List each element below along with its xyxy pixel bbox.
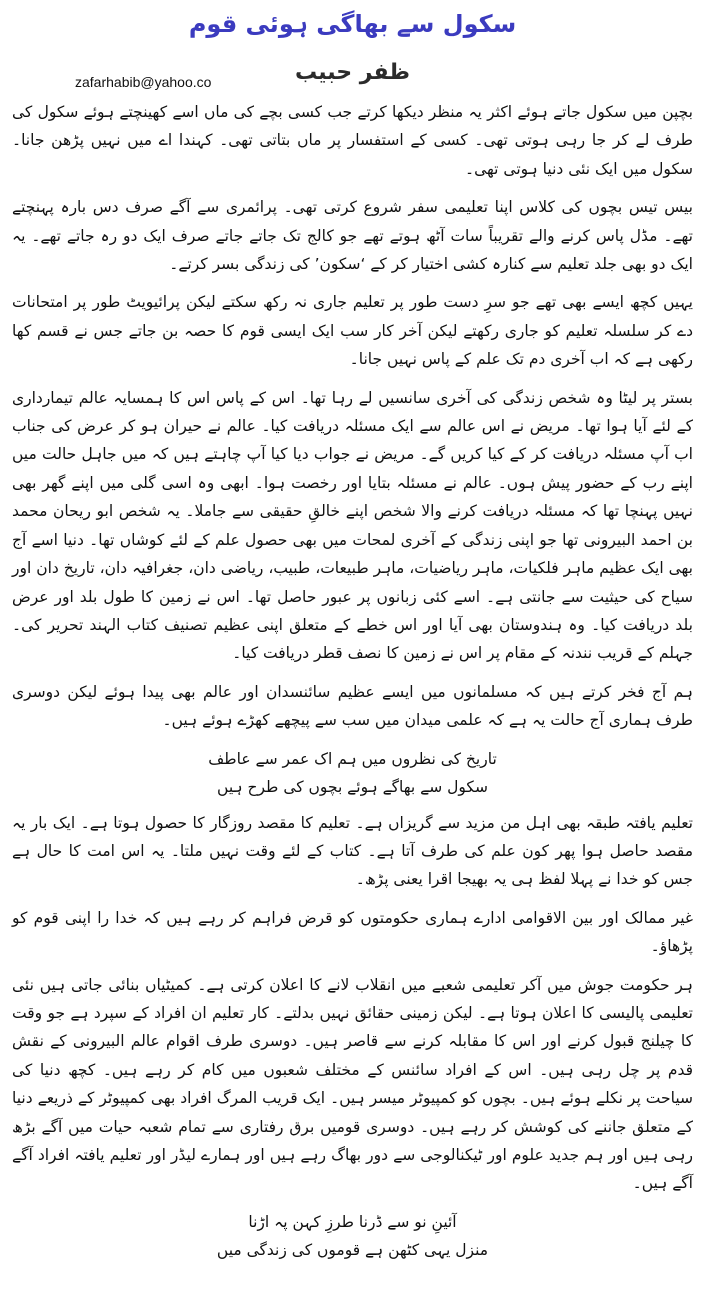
paragraph-7: غیر ممالک اور بین الاقوامی ادارے ہماری حکومتوں کو قرض فراہم کر رہے ہیں کہ خدا را اپنی قوم کو پڑھاؤ۔ [12,908,693,956]
poem-couplet-2 [12,1208,693,1264]
paragraph-1: بچپن میں سکول جاتے ہوئے اکثر یہ منظر دیکھا کرتے جب کسی بچے کی ماں اسے کھینچتے ہوئے سکول کی طرف لے کر جا رہی ہوتی تھی۔ کسی کے استفسار پر ماں بتاتی تھی۔ کہندا اے میں نہیں پڑھن جانا۔ سکول میں ایک نئی دنیا ہوتی تھی۔ [12,103,693,178]
paragraph-5: ہم آج فخر کرتے ہیں کہ مسلمانوں میں ایسے عظیم سائنسدان اور عالم بھی پیدا ہوئے لیکن دوسری طرف ہماری آج حالت یہ ہے کہ علمی میدان میں سب سے پیچھے کھڑے ہوئے ہیں۔ [12,682,693,730]
paragraph-8: ہر حکومت جوش میں آکر تعلیمی شعبے میں انقلاب لانے کا اعلان کرتی ہے۔ کمیٹیاں بنائی جاتی ہیں نئی تعلیمی پالیسی کا اعلان ہوتا ہے۔ لیکن زمینی حقائق نہیں بدلتے۔ کار تعلیم ان افراد کے سپرد ہے جو وقت کا چیلنج قبول کرنے اور اس کا مقابلہ کرنے سے قاصر ہیں۔ دوسری طرف اقوام عالم البیرونی کے نقش قدم پر چل رہی ہیں۔ اس کے افراد سائنس کے مختلف شعبوں میں کام کر رہے ہیں۔ کچھ دنیا کی سیاحت پر نکلے ہوئے ہیں۔ بچوں کو کمپیوٹر میسر ہیں۔ ایک قریب المرگ افراد بھی کمپیوٹر کے ذریعے دنیا کے متعلق جاننے کی کوشش کر رہے ہیں۔ دوسری قومیں برق رفتاری سے تمام شعبہ حیات میں آگے بڑھ رہی ہیں اور ہم جدید علوم اور ٹیکنالوجی سے دور بھاگ رہے ہیں اور ہمارے لیڈر اور تعلیم یافتہ افراد آگے آگے ہیں۔ [12,975,693,1193]
paragraph-2: بیس تیس بچوں کی کلاس اپنا تعلیمی سفر شروع کرتی تھی۔ پرائمری سے آگے صرف دس بارہ پہنچتے تھے۔ مڈل پاس کرنے والے تقریباً سات آٹھ ہوتے تھے جو کالج تک جاتے جاتے صرف ایک دو رہ جاتے تھے۔ یہ ایک دو بھی جلد تعلیم سے کنارہ کشی اختیار کر کے ‘سکون’ کی زندگی بسر کرتے۔ [12,198,693,274]
poem-line: آئینِ نو سے ڈرنا طرزِ کہن پہ اڑنا [248,1212,457,1231]
poem-line: منزل یہی کٹھن ہے قوموں کی زندگی میں [216,1240,489,1259]
paragraph-3: یہیں کچھ ایسے بھی تھے جو سرِ دست طور پر تعلیم جاری نہ رکھ سکتے لیکن پرائیویٹ طور پر امتحانات دے کر سلسلہ تعلیم کو جاری رکھتے لیکن آخر کار سب ایک ایسی قوم کا حصہ بن جاتے جس نے قسم کھا رکھی ہے کہ اب آخری دم تک علم کے پاس نہیں جانا۔ [12,293,693,369]
poem-line: سکول سے بھاگے ہوئے بچوں کی طرح ہیں [217,777,488,796]
poem-line: تاریخ کی نظروں میں ہم اک عمر سے عاطف [208,749,497,768]
poem-couplet-1 [12,745,693,801]
article-body [12,98,693,1272]
paragraph-4: بستر پر لیٹا وہ شخص زندگی کی آخری سانسیں لے رہا تھا۔ اس کے پاس اس کا ہمسایہ عالم تیمارداری کے لئے آیا ہوا تھا۔ مریض نے اس عالم سے ایک مسئلہ دریافت کیا۔ عالم نے حیران ہو کر عرض کی جناب اب آپ مسئلہ دریافت کر کے کیا کریں گے۔ مریض نے جواب دیا کیا آپ چاہتے ہیں کہ میں جاہل حالت میں اپنے رب کے حضور پیش ہوں۔ عالم نے مسئلہ بتایا اور رخصت ہوا۔ ابھی وہ اسی گلی میں اپنے گھر بھی نہیں پہنچا تھا کہ مسئلہ دریافت کرنے والا شخص اپنے خالقِ حقیقی سے جاملا۔ یہ شخص ابو ریحان محمد بن احمد البیرونی تھا جو اپنی زندگی کے آخری لمحات میں بھی حصول علم کے لئے کوشاں تھا۔ دنیا اسے آج بھی ایک عظیم ماہر فلکیات، ماہر ریاضیات، ماہر طبیعات، طبیب، ریاضی دان، جغرافیہ دان، تاریخ دان اور سیاح کی حیثیت سے جانتی ہے۔ اسے کئی زبانوں پر عبور حاصل تھا۔ اس نے زمین کا طول بلد اور عرض بلد دریافت کیا۔ وہ ہندوستان بھی آیا اور اس خطے کے متعلق اپنی عظیم تصنیف کتاب الہند تحریر کی۔ جہلم کے قریب نندنہ کے مقام پر اس نے زمین کا نصف قطر دریافت کیا۔ [12,388,693,663]
author-email: zafarhabib@yahoo.co [75,74,212,90]
article-title: سکول سے بھاگی ہوئی قوم [188,10,517,38]
author-name: ظفر حبیب [295,60,411,85]
paragraph-6: تعلیم یافتہ طبقہ بھی اہل من مزید سے گریزاں ہے۔ تعلیم کا مقصد روزگار کا حصول ہوتا ہے۔ ایک بار یہ مقصد حاصل ہوا پھر کون علم کی طرف آتا ہے۔ کتاب کے لئے وقت نہیں ملتا۔ یہ اس امت کا حال ہے جس کو خدا نے پہلا لفظ ہی یہ بھیجا اقرا یعنی پڑھ۔ [12,813,693,889]
